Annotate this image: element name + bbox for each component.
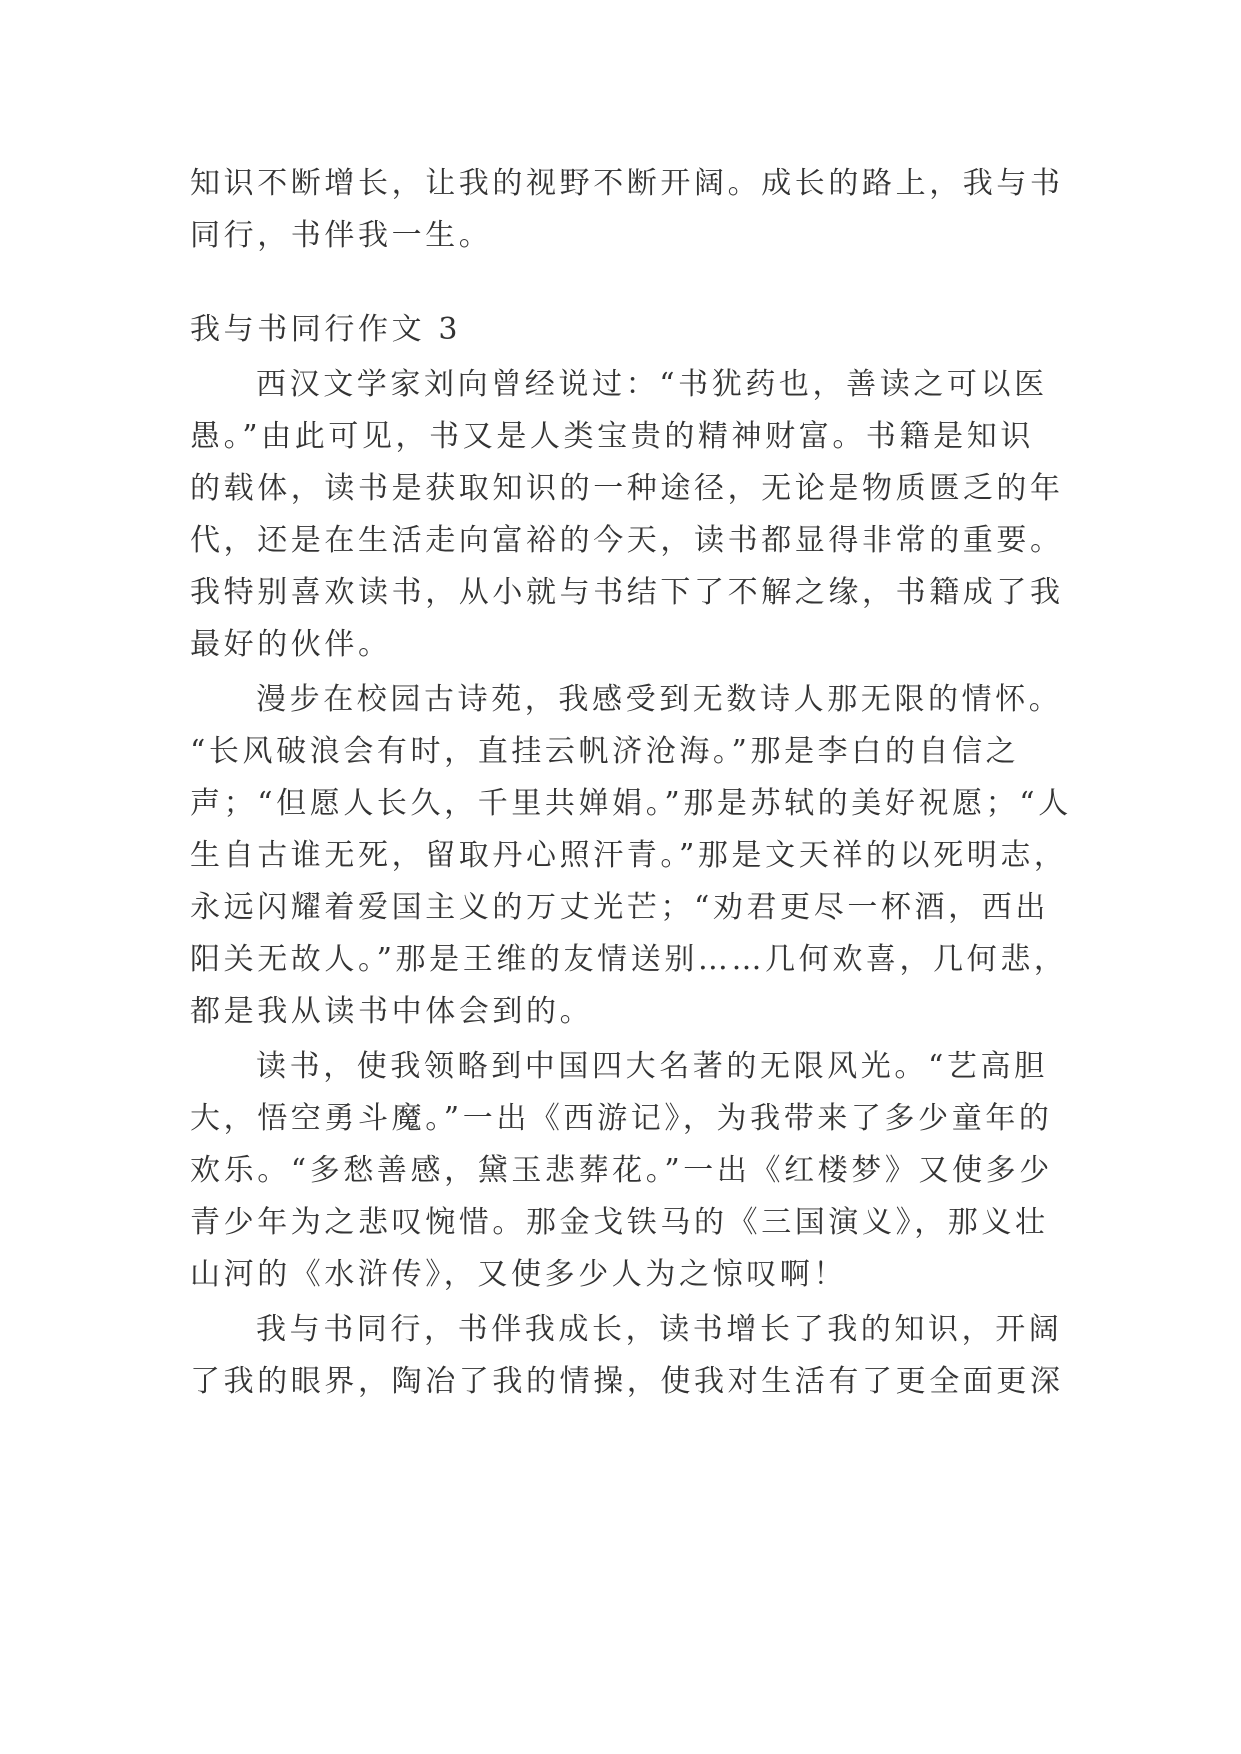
text-line: 我特别喜欢读书，从小就与书结下了不解之缘，书籍成了我 xyxy=(190,575,1064,610)
text-line: 西汉文学家刘向曾经说过：“书犹药也，善读之可以医 xyxy=(256,367,1048,402)
text-line: “长风破浪会有时，直挂云帆济沧海。”那是李白的自信之 xyxy=(190,734,1020,769)
text-line: 漫步在校园古诗苑，我感受到无数诗人那无限的情怀。 xyxy=(256,682,1063,717)
text-line: 都是我从读书中体会到的。 xyxy=(190,994,594,1029)
text-line: 大，悟空勇斗魔。”一出《西游记》，为我带来了多少童年的 xyxy=(190,1101,1053,1136)
continuation-paragraph xyxy=(190,158,1064,262)
text-line: 青少年为之悲叹惋惜。那金戈铁马的《三国演义》，那义壮 xyxy=(190,1205,1049,1240)
paragraph-1 xyxy=(190,359,1064,671)
paragraph-4 xyxy=(190,1304,1064,1408)
text-line: 声；“但愿人长久，千里共婵娟。”那是苏轼的美好祝愿；“人 xyxy=(190,786,1072,821)
text-line: 同行，书伴我一生。 xyxy=(190,218,493,253)
document-body xyxy=(190,158,1072,1408)
text-line: 读书，使我领略到中国四大名著的无限风光。“艺高胆 xyxy=(256,1049,1048,1084)
text-line: 愚。”由此可见，书又是人类宝贵的精神财富。书籍是知识 xyxy=(190,419,1034,454)
text-line: 知识不断增长，让我的视野不断开阔。成长的路上，我与书 xyxy=(190,166,1064,201)
text-line: 生自古谁无死，留取丹心照汗青。”那是文天祥的以死明志， xyxy=(190,838,1068,873)
text-line: 阳关无故人。”那是王维的友情送别……几何欢喜，几何悲， xyxy=(190,942,1068,977)
text-line: 欢乐。“多愁善感，黛玉悲葬花。”一出《红楼梦》又使多少 xyxy=(190,1153,1053,1188)
text-line: 山河的《水浒传》，又使多少人为之惊叹啊！ xyxy=(190,1257,847,1292)
paragraph-3 xyxy=(190,1041,1060,1301)
section-title: 我与书同行作文 3 xyxy=(190,312,462,347)
text-line: 永远闪耀着爱国主义的万丈光芒；“劝君更尽一杯酒，西出 xyxy=(190,890,1049,925)
text-line: 代，还是在生活走向富裕的今天，读书都显得非常的重要。 xyxy=(190,523,1064,558)
text-line: 的载体，读书是获取知识的一种途径，无论是物质匮乏的年 xyxy=(190,471,1064,506)
text-line: 我与书同行，书伴我成长，读书增长了我的知识，开阔 xyxy=(256,1312,1063,1347)
paragraph-2 xyxy=(190,674,1072,1038)
text-line: 了我的眼界，陶冶了我的情操，使我对生活有了更全面更深 xyxy=(190,1364,1064,1399)
text-line: 最好的伙伴。 xyxy=(190,627,392,662)
